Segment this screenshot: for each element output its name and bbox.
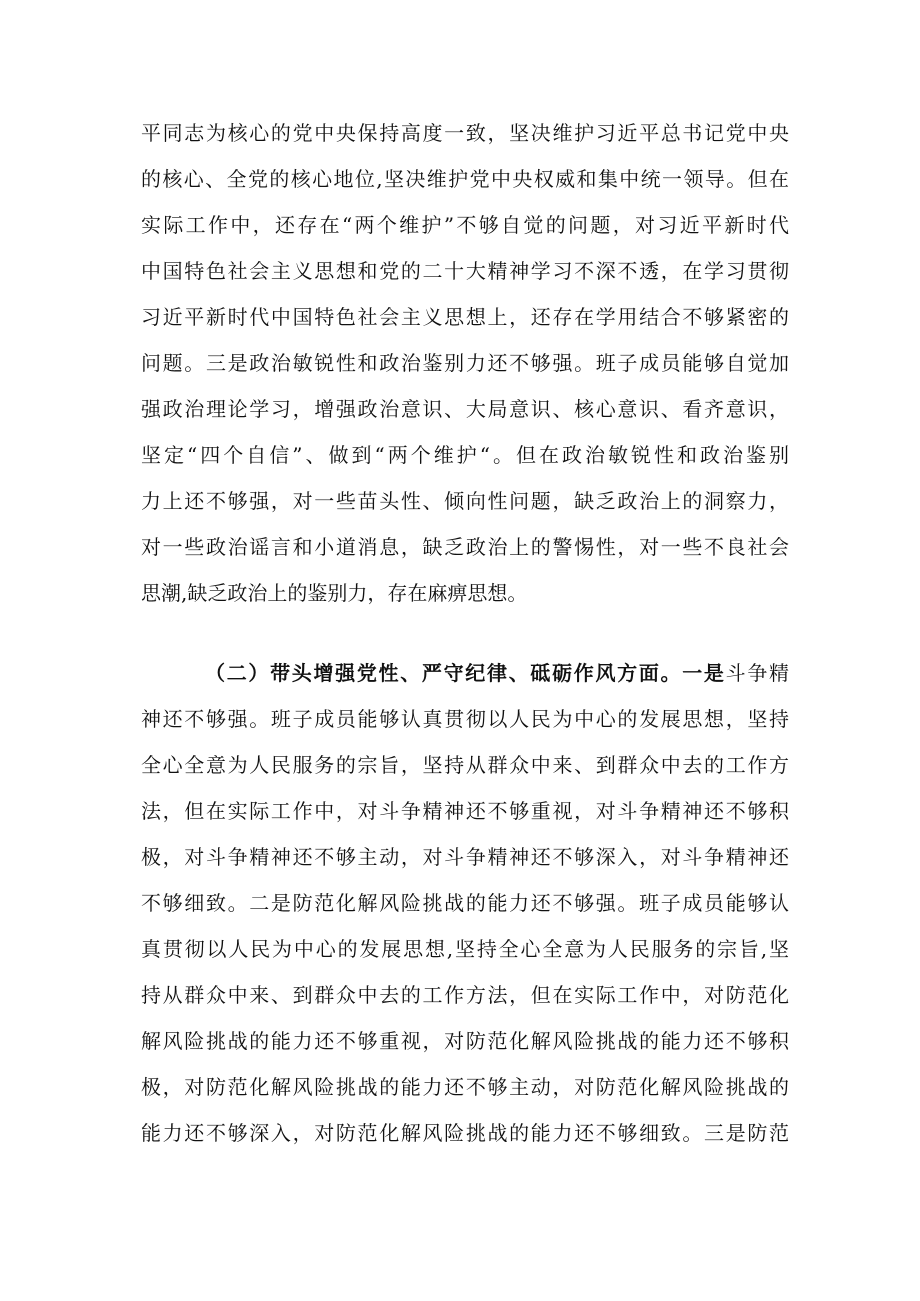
text-line: 法，但在实际工作中，对斗争精神还不够重视，对斗争精神还不够积 bbox=[141, 799, 789, 823]
text-line: 实际工作中，还存在“两个维护”不够自觉的问题，对习近平新时代 bbox=[141, 213, 789, 237]
text-line: 神还不够强。班子成员能够认真贯彻以人民为中心的发展思想，坚持 bbox=[141, 707, 789, 731]
text-line: 解风险挑战的能力还不够重视，对防范化解风险挑战的能力还不够积 bbox=[141, 1029, 789, 1053]
text-line: 不够细致。二是防范化解风险挑战的能力还不够强。班子成员能够认 bbox=[141, 891, 789, 915]
text-line: 力上还不够强，对一些苗头性、倾向性问题，缺乏政治上的洞察力， bbox=[141, 489, 789, 513]
text-line: 真贯彻以人民为中心的发展思想,坚持全心全意为人民服务的宗旨,坚 bbox=[141, 937, 789, 961]
section-heading-continuation: 斗争精 bbox=[725, 661, 790, 685]
text-line: 坚定“四个自信”、做到“两个维护“。但在政治敏锐性和政治鉴别 bbox=[141, 443, 789, 467]
text-line: 中国特色社会主义思想和党的二十大精神学习不深不透，在学习贯彻 bbox=[141, 259, 789, 283]
text-line: 对一些政治谣言和小道消息，缺乏政治上的警惕性，对一些不良社会 bbox=[141, 535, 789, 559]
section-heading-line bbox=[141, 650, 789, 696]
text-line: 强政治理论学习，增强政治意识、大局意识、核心意识、看齐意识， bbox=[141, 397, 789, 421]
text-line: 全心全意为人民服务的宗旨，坚持从群众中来、到群众中去的工作方 bbox=[141, 753, 789, 777]
text-line: 习近平新时代中国特色社会主义思想上，还存在学用结合不够紧密的 bbox=[141, 305, 789, 329]
text-line: 问题。三是政治敏锐性和政治鉴别力还不够强。班子成员能够自觉加 bbox=[141, 351, 789, 375]
text-line: 思潮,缺乏政治上的鉴别力，存在麻痹思想。 bbox=[141, 581, 528, 605]
text-line: 的核心、全党的核心地位,坚决维护党中央权威和集中统一领导。但在 bbox=[141, 167, 789, 191]
section-heading: （二）带头增强党性、严守纪律、砥砺作风方面。一是 bbox=[205, 661, 726, 685]
text-line: 极，对防范化解风险挑战的能力还不够主动，对防范化解风险挑战的 bbox=[141, 1075, 789, 1099]
text-line: 极，对斗争精神还不够主动，对斗争精神还不够深入，对斗争精神还 bbox=[141, 845, 789, 869]
text-line: 能力还不够深入，对防范化解风险挑战的能力还不够细致。三是防范 bbox=[141, 1121, 789, 1145]
text-line: 平同志为核心的党中央保持高度一致，坚决维护习近平总书记党中央 bbox=[141, 121, 789, 145]
text-line: 持从群众中来、到群众中去的工作方法，但在实际工作中，对防范化 bbox=[141, 983, 789, 1007]
